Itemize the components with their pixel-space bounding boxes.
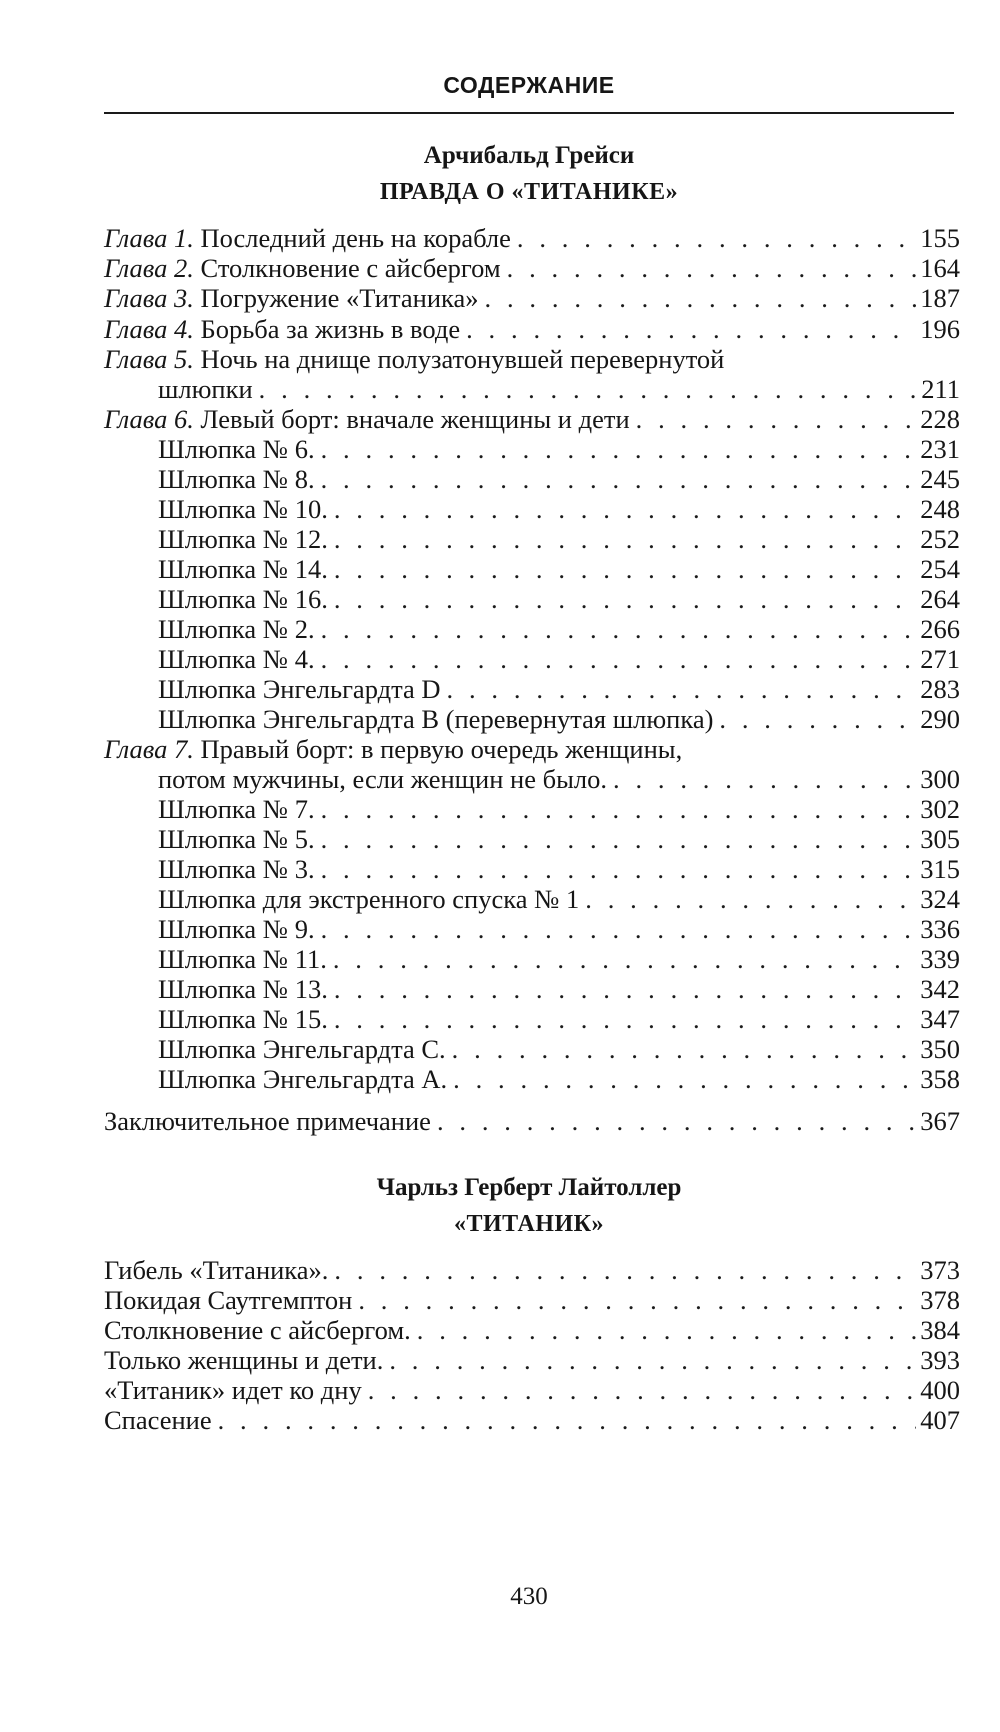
entry-page-number: 324 bbox=[920, 884, 960, 914]
dot-leader bbox=[333, 943, 916, 976]
chapter-number: Глава 4. bbox=[104, 314, 194, 344]
toc-entry-label bbox=[104, 313, 460, 346]
toc-entry bbox=[0, 583, 1000, 616]
entry-title: Заключительное примечание bbox=[104, 1106, 431, 1136]
toc-entry-label bbox=[104, 1404, 212, 1437]
dot-leader bbox=[417, 1314, 916, 1347]
toc-entry bbox=[0, 1374, 1000, 1407]
entry-page-number: 252 bbox=[920, 524, 960, 554]
toc-entry bbox=[0, 913, 1000, 946]
chapter-number: Глава 3. bbox=[104, 283, 194, 313]
dot-leader bbox=[437, 1105, 916, 1138]
entry-title: Шлюпка № 7. bbox=[158, 794, 315, 824]
entry-page-number: 248 bbox=[920, 494, 960, 524]
entry-page-number: 373 bbox=[920, 1255, 960, 1285]
toc-entry-label bbox=[104, 733, 682, 766]
toc-entry bbox=[0, 313, 1000, 346]
dot-leader bbox=[334, 583, 916, 616]
toc-entry bbox=[0, 793, 1000, 826]
entry-title: шлюпки bbox=[158, 374, 253, 404]
entry-title: Столкновение с айсбергом bbox=[200, 253, 501, 283]
toc-entry-label bbox=[158, 1033, 446, 1066]
entry-title: Шлюпка № 5. bbox=[158, 824, 315, 854]
toc-entry bbox=[0, 823, 1000, 856]
entry-title: Шлюпка № 14. bbox=[158, 554, 328, 584]
dot-leader bbox=[613, 763, 916, 796]
dot-leader bbox=[719, 703, 916, 736]
toc-entry-label bbox=[158, 643, 315, 676]
toc-entry bbox=[0, 1254, 1000, 1287]
dot-leader bbox=[321, 433, 917, 466]
section-1-title: ПРАВДА О «ТИТАНИКЕ» bbox=[379, 179, 679, 205]
toc-entry-label bbox=[104, 1314, 411, 1347]
entry-page-number: 231 bbox=[920, 434, 960, 464]
toc-entry-label bbox=[158, 853, 315, 886]
entry-title: Шлюпка Энгельгардта B (перевернутая шлюпка) bbox=[158, 704, 714, 734]
entry-page-number: 339 bbox=[920, 944, 960, 974]
toc-entry bbox=[0, 403, 1000, 436]
toc-entry-label bbox=[158, 943, 327, 976]
dot-leader bbox=[334, 1003, 916, 1036]
dot-leader bbox=[334, 1254, 916, 1287]
dot-leader bbox=[517, 222, 916, 255]
entry-title: Шлюпка № 4. bbox=[158, 644, 315, 674]
toc-entry bbox=[0, 1003, 1000, 1036]
toc-entry-label bbox=[158, 433, 315, 466]
entry-title: Гибель «Титаника». bbox=[104, 1255, 329, 1285]
entry-page-number: 254 bbox=[920, 554, 960, 584]
entry-page-number: 336 bbox=[920, 914, 960, 944]
entry-title: Шлюпка № 6. bbox=[158, 434, 315, 464]
entry-page-number: 155 bbox=[920, 223, 960, 253]
toc-entry bbox=[0, 222, 1000, 255]
toc-entry-label bbox=[158, 703, 713, 736]
entry-title: Шлюпка № 3. bbox=[158, 854, 315, 884]
toc-entry bbox=[0, 493, 1000, 526]
dot-leader bbox=[321, 643, 917, 676]
toc-entry-label bbox=[158, 583, 328, 616]
section-2-title: «ТИТАНИК» bbox=[453, 1211, 605, 1237]
toc-entry bbox=[0, 523, 1000, 556]
entry-title: Ночь на днище полузатонувшей перевернутой bbox=[200, 344, 725, 374]
toc-entry-label bbox=[104, 403, 630, 436]
running-head: СОДЕРЖАНИЕ bbox=[443, 72, 615, 98]
entry-title: Шлюпка № 13. bbox=[158, 974, 328, 1004]
header-rule bbox=[104, 112, 954, 114]
entry-page-number: 378 bbox=[920, 1285, 960, 1315]
toc-entry-label bbox=[158, 913, 315, 946]
dot-leader bbox=[334, 973, 916, 1006]
dot-leader bbox=[321, 853, 917, 886]
dot-leader bbox=[321, 613, 917, 646]
chapter-number: Глава 1. bbox=[104, 223, 194, 253]
entry-page-number: 300 bbox=[920, 764, 960, 794]
dot-leader bbox=[321, 913, 917, 946]
entry-title: «Титаник» идет ко дну bbox=[104, 1375, 362, 1405]
entry-page-number: 283 bbox=[920, 674, 960, 704]
toc-entry bbox=[0, 973, 1000, 1006]
entry-title: Столкновение с айсбергом. bbox=[104, 1315, 411, 1345]
entry-page-number: 271 bbox=[920, 644, 960, 674]
toc-entry-label bbox=[158, 493, 328, 526]
dot-leader bbox=[334, 523, 916, 556]
toc-entry-label bbox=[158, 763, 607, 796]
toc-entry bbox=[0, 1344, 1000, 1377]
entry-title: Спасение bbox=[104, 1405, 212, 1435]
dot-leader bbox=[447, 673, 917, 706]
entry-title: Шлюпка № 12. bbox=[158, 524, 328, 554]
toc-entry bbox=[0, 763, 1000, 796]
chapter-number: Глава 6. bbox=[104, 404, 194, 434]
toc-entry bbox=[0, 1033, 1000, 1066]
entry-title: Шлюпка № 15. bbox=[158, 1004, 328, 1034]
entry-page-number: 350 bbox=[920, 1034, 960, 1064]
dot-leader bbox=[358, 1284, 916, 1317]
dot-leader bbox=[321, 823, 917, 856]
entry-title: Погружение «Титаника» bbox=[200, 283, 479, 313]
entry-title: Шлюпка для экстренного спуска № 1 bbox=[158, 884, 580, 914]
entry-title: Шлюпка № 8. bbox=[158, 464, 315, 494]
toc-entry-label bbox=[158, 823, 315, 856]
toc-entry bbox=[0, 883, 1000, 916]
dot-leader bbox=[485, 282, 917, 315]
entry-title: Шлюпка Энгельгардта C. bbox=[158, 1034, 446, 1064]
toc-entry bbox=[0, 1314, 1000, 1347]
entry-title: Шлюпка № 10. bbox=[158, 494, 328, 524]
section-2-author: Чарльз Герберт Лайтоллер bbox=[376, 1174, 682, 1201]
toc-entry bbox=[0, 943, 1000, 976]
entry-title: Шлюпка № 11. bbox=[158, 944, 327, 974]
dot-leader bbox=[453, 1063, 916, 1096]
entry-page-number: 196 bbox=[920, 314, 960, 344]
section-1-author: Арчибальд Грейси bbox=[423, 142, 635, 169]
toc-entry bbox=[0, 252, 1000, 285]
toc-entry-label bbox=[104, 282, 479, 315]
entry-page-number: 342 bbox=[920, 974, 960, 1004]
toc-entry bbox=[0, 1404, 1000, 1437]
entry-page-number: 393 bbox=[920, 1345, 960, 1375]
entry-page-number: 305 bbox=[920, 824, 960, 854]
dot-leader bbox=[321, 463, 917, 496]
toc-entry-label bbox=[158, 673, 441, 706]
toc-entry-label bbox=[104, 1284, 352, 1317]
chapter-number: Глава 5. bbox=[104, 344, 194, 374]
entry-title: Шлюпка Энгельгардта A. bbox=[158, 1064, 448, 1094]
entry-page-number: 228 bbox=[920, 404, 960, 434]
entry-title: Шлюпка № 2. bbox=[158, 614, 315, 644]
dot-leader bbox=[218, 1404, 917, 1437]
toc-entry-label bbox=[158, 973, 328, 1006]
toc-entry-label bbox=[158, 793, 315, 826]
toc-entry bbox=[0, 613, 1000, 646]
toc-entry bbox=[0, 703, 1000, 736]
entry-page-number: 211 bbox=[921, 374, 960, 404]
toc-entry-label bbox=[104, 252, 501, 285]
toc-entry bbox=[0, 553, 1000, 586]
entry-page-number: 407 bbox=[920, 1405, 960, 1435]
toc-entry bbox=[0, 463, 1000, 496]
entry-title: Шлюпка № 16. bbox=[158, 584, 328, 614]
entry-title: потом мужчины, если женщин не было. bbox=[158, 764, 607, 794]
entry-title: Последний день на корабле bbox=[200, 223, 511, 253]
entry-page-number: 367 bbox=[920, 1106, 960, 1136]
entry-page-number: 302 bbox=[920, 794, 960, 824]
toc-entry bbox=[0, 343, 1000, 376]
toc-entry-label bbox=[158, 1003, 328, 1036]
entry-page-number: 290 bbox=[920, 704, 960, 734]
dot-leader bbox=[334, 553, 916, 586]
entry-page-number: 315 bbox=[920, 854, 960, 884]
entry-page-number: 245 bbox=[920, 464, 960, 494]
toc-entry-label bbox=[104, 1105, 431, 1138]
dot-leader bbox=[368, 1374, 917, 1407]
toc-entry-label bbox=[158, 553, 328, 586]
entry-page-number: 187 bbox=[920, 283, 960, 313]
toc-entry-label bbox=[158, 463, 315, 496]
toc-entry-label bbox=[158, 613, 315, 646]
chapter-number: Глава 7. bbox=[104, 734, 194, 764]
toc-entry-label bbox=[104, 222, 511, 255]
chapter-number: Глава 2. bbox=[104, 253, 194, 283]
toc-entry bbox=[0, 1284, 1000, 1317]
toc-entry bbox=[0, 853, 1000, 886]
toc-entry bbox=[0, 733, 1000, 766]
page-number: 430 bbox=[510, 1583, 548, 1610]
dot-leader bbox=[334, 493, 916, 526]
dot-leader bbox=[321, 793, 917, 826]
entry-page-number: 164 bbox=[920, 253, 960, 283]
toc-entry-label bbox=[158, 523, 328, 556]
entry-title: Правый борт: в первую очередь женщины, bbox=[200, 734, 683, 764]
toc-entry bbox=[0, 282, 1000, 315]
entry-title: Левый борт: вначале женщины и дети bbox=[200, 404, 630, 434]
toc-entry bbox=[0, 673, 1000, 706]
dot-leader bbox=[259, 373, 918, 406]
toc-entry bbox=[0, 433, 1000, 466]
toc-entry bbox=[0, 643, 1000, 676]
toc-entry-label bbox=[104, 1344, 383, 1377]
toc-entry-label bbox=[158, 1063, 447, 1096]
dot-leader bbox=[466, 313, 916, 346]
entry-page-number: 358 bbox=[920, 1064, 960, 1094]
toc-entry-label bbox=[104, 1254, 328, 1287]
entry-page-number: 266 bbox=[920, 614, 960, 644]
dot-leader bbox=[507, 252, 917, 285]
toc-entry bbox=[0, 1105, 1000, 1138]
entry-title: Борьба за жизнь в воде bbox=[200, 314, 461, 344]
entry-title: Шлюпка Энгельгардта D bbox=[158, 674, 441, 704]
toc-entry-label bbox=[104, 1374, 362, 1407]
dot-leader bbox=[585, 883, 916, 916]
entry-title: Покидая Саутгемптон bbox=[104, 1285, 353, 1315]
entry-page-number: 384 bbox=[920, 1315, 960, 1345]
dot-leader bbox=[452, 1033, 917, 1066]
toc-entry-label bbox=[158, 373, 253, 406]
entry-title: Шлюпка № 9. bbox=[158, 914, 315, 944]
entry-page-number: 347 bbox=[920, 1004, 960, 1034]
entry-page-number: 264 bbox=[920, 584, 960, 614]
entry-page-number: 400 bbox=[920, 1375, 960, 1405]
toc-entry-label bbox=[158, 883, 579, 916]
toc-entry bbox=[0, 1063, 1000, 1096]
dot-leader bbox=[389, 1344, 916, 1377]
dot-leader bbox=[636, 403, 917, 436]
toc-entry-label bbox=[104, 343, 724, 376]
toc-entry bbox=[0, 373, 1000, 406]
entry-title: Только женщины и дети. bbox=[104, 1345, 384, 1375]
